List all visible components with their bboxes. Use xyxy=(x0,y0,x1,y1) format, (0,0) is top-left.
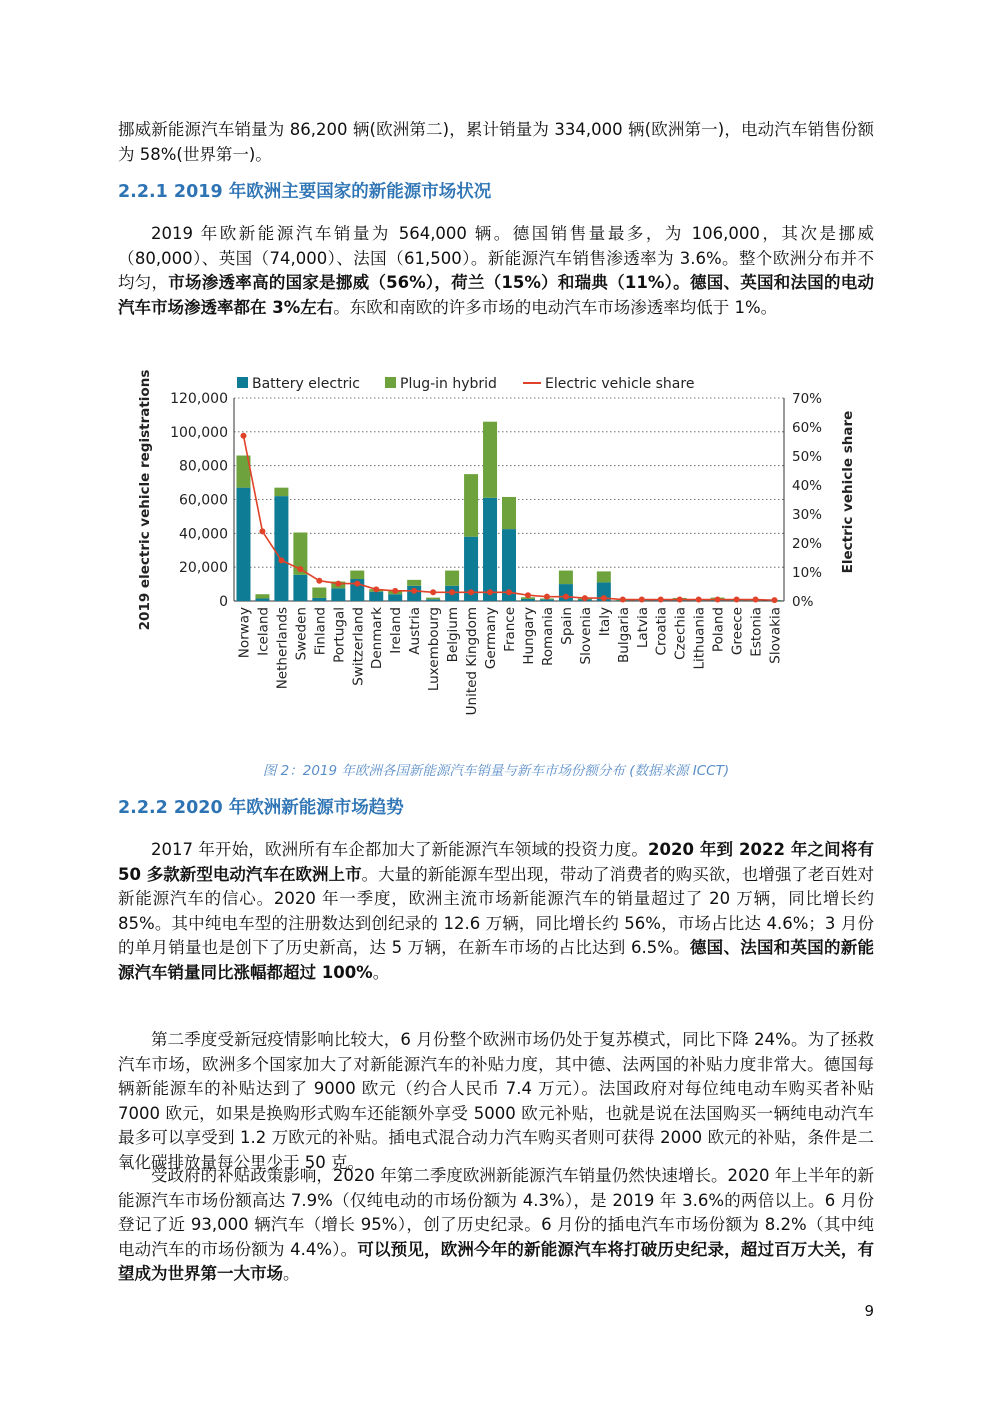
x-tick-label: Hungary xyxy=(520,607,537,665)
bar-battery-electric xyxy=(293,575,307,601)
share-point xyxy=(487,589,493,595)
x-tick-label: Poland xyxy=(710,607,727,653)
share-point xyxy=(316,578,322,584)
y-tick-label: 0 xyxy=(219,594,228,610)
bar-plug-in-hybrid xyxy=(255,594,269,598)
bar-plug-in-hybrid xyxy=(312,587,326,597)
y2-tick-label: 60% xyxy=(792,420,823,436)
share-point xyxy=(354,581,360,587)
text-run: 。大量的新能源车型出现，带动了消费者的购买欲，也增强了老百姓对新能源汽车的信心。2020 年一季度，欧洲主流市场新能源汽车的销量超过了 20 万辆，同比增长约 85%。其中纯电车型的注册数达到创纪录的 12.6 万辆，同比增长约 56%，市场占比达 4.6%；3 月份的单月销量也是创下了历史新高，达 5 万辆，在新车市场的占比达到 6.5%。 xyxy=(118,864,874,957)
y2-tick-label: 0% xyxy=(792,594,814,610)
bar-plug-in-hybrid xyxy=(464,474,478,537)
share-point xyxy=(468,589,474,595)
text-run: 。 xyxy=(283,1264,300,1283)
share-point xyxy=(392,588,398,594)
share-point xyxy=(772,597,778,603)
legend-label-phev: Plug-in hybrid xyxy=(400,376,497,392)
x-tick-label: Croatia xyxy=(653,607,670,656)
bar-battery-electric xyxy=(483,498,497,601)
x-tick-label: Slovakia xyxy=(767,607,784,664)
section-heading-2-2-2: 2.2.2 2020 年欧洲新能源市场趋势 xyxy=(118,798,404,818)
x-tick-label: Ireland xyxy=(388,607,405,654)
share-point xyxy=(525,592,531,598)
share-point xyxy=(734,597,740,603)
y-tick-label: 20,000 xyxy=(179,560,228,577)
x-tick-label: Switzerland xyxy=(350,607,367,686)
x-tick-label: Slovenia xyxy=(577,607,594,665)
share-point xyxy=(259,528,265,534)
share-point xyxy=(335,581,341,587)
x-tick-label: Greece xyxy=(729,607,746,656)
bar-plug-in-hybrid xyxy=(426,598,440,600)
legend-swatch-phev xyxy=(385,377,396,388)
bar-plug-in-hybrid xyxy=(483,422,497,498)
share-point xyxy=(278,557,284,563)
x-tick-label: Iceland xyxy=(255,607,272,656)
bar-battery-electric xyxy=(426,599,440,601)
x-tick-label: Finland xyxy=(312,607,329,656)
legend-label-share: Electric vehicle share xyxy=(545,376,695,392)
text-run: 第二季度受新冠疫情影响比较大，6 月份整个欧洲市场仍处于复苏模式，同比下降 24%。为了拯救汽车市场，欧洲多个国家加大了对新能源汽车的补贴力度，其中德、法两国的补贴力度非常大。德国每辆新能源车的补贴达到了 9000 欧元（约合人民币 7.4 万元）。法国政府对每位纯电动车购买者补贴 7000 欧元，如果是换购形式购车还能额外享受 5000 欧元补贴，也就是说在法国购买一辆纯电动汽车最多可以享受到 1.2 万欧元的补贴。插电式混合动力汽车购买者则可获得 2000 欧元的补贴，条件是二氧化碳排放量每公里少于 50 克。 xyxy=(118,1030,874,1172)
bar-battery-electric xyxy=(369,592,383,601)
x-tick-label: United Kingdom xyxy=(464,607,481,716)
share-point xyxy=(582,595,588,601)
page-number: 9 xyxy=(864,1302,874,1320)
paragraph-h1-growth xyxy=(118,1164,874,1287)
share-point xyxy=(449,589,455,595)
bar-plug-in-hybrid xyxy=(559,571,573,585)
share-point xyxy=(297,566,303,572)
y-axis-title: 2019 electric vehicle registrations xyxy=(137,369,153,631)
x-tick-label: Lithuania xyxy=(691,607,708,670)
bold-text-run: 德国、法国和英国的新能源汽车销量同比涨幅都超过 100% xyxy=(118,938,874,982)
share-point xyxy=(373,586,379,592)
y-tick-label: 100,000 xyxy=(170,424,228,441)
x-tick-label: Czechia xyxy=(672,607,689,660)
x-tick-label: Germany xyxy=(483,607,500,670)
share-point xyxy=(506,589,512,595)
y-tick-label: 40,000 xyxy=(179,526,228,543)
x-tick-label: Italy xyxy=(596,607,613,637)
y2-tick-label: 10% xyxy=(792,565,823,581)
share-point xyxy=(715,597,721,603)
bar-plug-in-hybrid xyxy=(407,580,421,586)
legend-swatch-battery xyxy=(237,377,248,388)
share-point xyxy=(620,597,626,603)
share-point xyxy=(753,597,759,603)
paragraph-2020-trends xyxy=(118,838,874,985)
paragraph-q2-subsidies xyxy=(118,1028,874,1175)
text-run: 受政府的补贴政策影响，2020 年第二季度欧洲新能源汽车销量仍然快速增长。2020 年上半年的新能源汽车市场份额高达 7.9%（仅纯电动的市场份额为 4.3%），是 2019 年 3.6%的两倍以上。6 月份登记了近 93,000 辆汽车（增长 95%），创了历史纪录。6 月份的插电汽车市场份额为 8.2%（其中纯电动汽车的市场份额为 4.4%）。 xyxy=(118,1166,874,1259)
bold-text-run: 市场渗透率高的国家是挪威（56%），荷兰（15%）和瑞典（11%）。德国、英国和法国的电动汽车市场渗透率都在 3%左右 xyxy=(118,273,875,317)
text-run: 。东欧和南欧的许多市场的电动汽车市场渗透率均低于 1%。 xyxy=(333,297,778,317)
y2-tick-label: 70% xyxy=(792,391,823,407)
share-point xyxy=(658,597,664,603)
y-tick-label: 60,000 xyxy=(179,492,228,509)
bar-battery-electric xyxy=(331,588,345,601)
bar-plug-in-hybrid xyxy=(350,571,364,579)
x-tick-label: Norway xyxy=(236,607,253,659)
y2-tick-label: 30% xyxy=(792,507,823,523)
x-tick-label: Estonia xyxy=(748,607,765,657)
share-point xyxy=(430,589,436,595)
text-run: 2017 年开始，欧洲所有车企都加大了新能源汽车领域的投资力度。 xyxy=(151,840,649,859)
share-point xyxy=(696,597,702,603)
bar-battery-electric xyxy=(255,598,269,601)
share-point xyxy=(544,594,550,600)
y2-axis-title: Electric vehicle share xyxy=(840,410,856,574)
y2-tick-label: 50% xyxy=(792,449,823,465)
share-point xyxy=(240,433,246,439)
x-tick-label: Spain xyxy=(558,607,575,645)
share-point xyxy=(411,588,417,594)
bar-battery-electric xyxy=(312,598,326,601)
bar-plug-in-hybrid xyxy=(445,571,459,586)
section-heading-2-2-1: 2.2.1 2019 年欧洲主要国家的新能源市场状况 xyxy=(118,182,492,202)
share-point xyxy=(639,597,645,603)
x-tick-label: Luxembourg xyxy=(426,607,443,692)
intro-paragraph xyxy=(118,118,874,167)
bar-battery-electric xyxy=(236,488,250,601)
legend-label-battery: Battery electric xyxy=(252,376,360,392)
x-tick-label: Netherlands xyxy=(274,607,291,690)
bar-plug-in-hybrid xyxy=(502,497,516,529)
ev-registrations-chart xyxy=(125,368,865,748)
bar-plug-in-hybrid xyxy=(274,488,288,496)
text-run: 2019 年欧新能源汽车销量为 564,000 辆。德国销售量最多，为 106,000，其次是挪威（80,000）、英国（74,000）、法国（61,500）。新能源汽车销售渗透率为 3.6%。整个欧洲分布并不均匀， xyxy=(118,224,874,292)
bold-text-run: 可以预见，欧洲今年的新能源汽车将打破历史纪录，超过百万大关，有望成为世界第一大市场 xyxy=(118,1239,874,1283)
text-run: 挪威新能源汽车销量为 86,200 辆(欧洲第二)，累计销量为 334,000 辆(欧洲第一)，电动汽车销售份额为 58%(世界第一)。 xyxy=(118,120,874,164)
share-point xyxy=(563,594,569,600)
x-tick-label: Belgium xyxy=(445,607,462,663)
y2-tick-label: 20% xyxy=(792,536,823,552)
y2-tick-label: 40% xyxy=(792,478,823,494)
text-run: 。 xyxy=(372,962,390,982)
y-tick-label: 120,000 xyxy=(170,391,228,407)
x-tick-label: France xyxy=(502,607,518,652)
bar-battery-electric xyxy=(274,496,288,601)
bold-text-run: 2020 年到 2022 年之间将有 50 多款新型电动汽车在欧洲上市 xyxy=(118,840,874,884)
bar-plug-in-hybrid xyxy=(597,571,611,582)
figure-caption: 图 2：2019 年欧洲各国新能源汽车销量与新车市场份额分布 (数据来源 ICCT) xyxy=(262,763,730,779)
x-tick-label: Sweden xyxy=(293,607,310,661)
bar-battery-electric xyxy=(521,599,535,601)
x-tick-label: Latvia xyxy=(634,607,651,649)
bar-battery-electric xyxy=(388,594,402,601)
x-tick-label: Denmark xyxy=(369,607,386,670)
x-tick-label: Portugal xyxy=(331,607,348,663)
x-tick-label: Bulgaria xyxy=(615,607,632,663)
x-tick-label: Romania xyxy=(539,607,556,667)
share-point xyxy=(601,595,607,601)
share-point xyxy=(677,597,683,603)
paragraph-2019-market xyxy=(118,222,874,320)
x-tick-label: Austria xyxy=(407,607,424,655)
y-tick-label: 80,000 xyxy=(179,458,228,475)
